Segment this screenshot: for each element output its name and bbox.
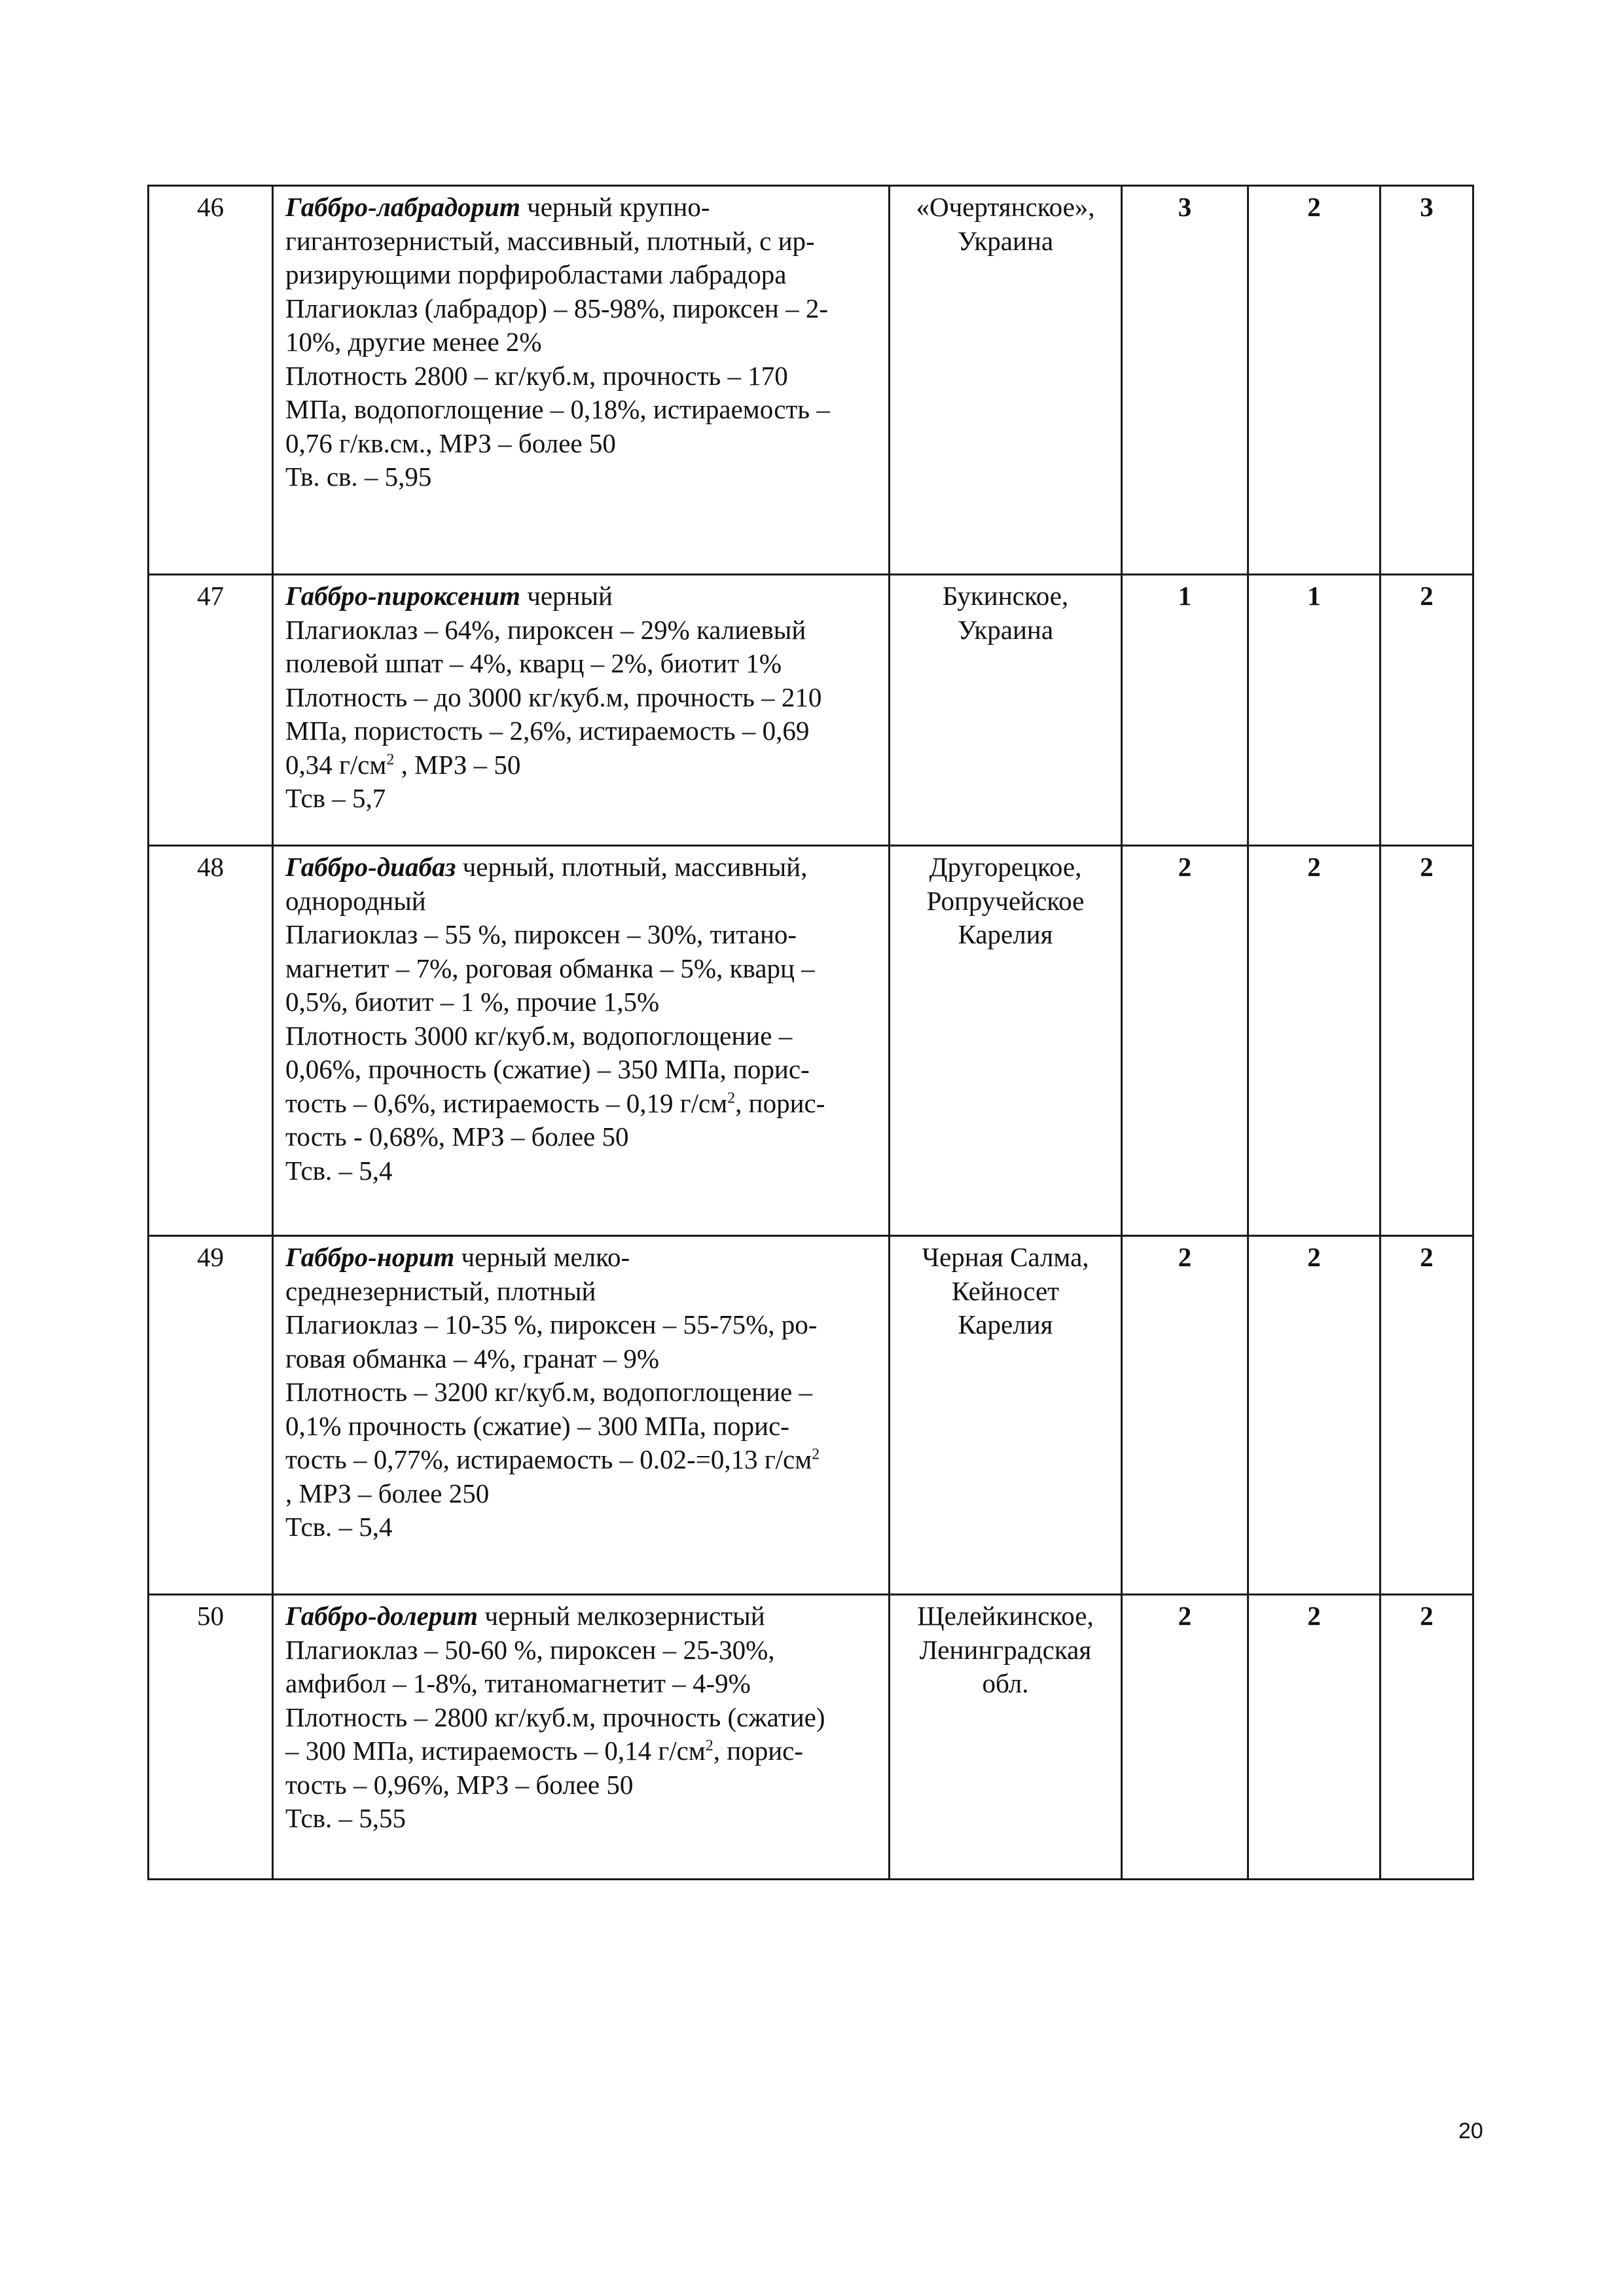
description-line: однородный <box>285 885 426 916</box>
rock-name: Габбро-лабрадорит <box>285 192 520 222</box>
description-line <box>285 850 882 884</box>
score-cell: 3 <box>1380 186 1473 575</box>
description-line: , МРЗ – более 250 <box>285 1478 490 1508</box>
row-number: 47 <box>149 575 273 846</box>
score-cell: 2 <box>1248 1595 1380 1880</box>
description-line: Тсв. – 5,55 <box>285 1803 406 1833</box>
description-line: магнетит – 7%, роговая обманка – 5%, кварц – <box>285 953 815 983</box>
score-cell: 2 <box>1248 1236 1380 1595</box>
superscript: 2 <box>812 1446 820 1463</box>
rock-description <box>273 1236 890 1595</box>
description-line: Тсв – 5,7 <box>285 783 386 813</box>
row-number: 46 <box>149 186 273 575</box>
location-line: Черная Салма, <box>922 1242 1089 1272</box>
description-line: Плагиоклаз – 55 %, пироксен – 30%, титано- <box>285 919 797 949</box>
location-line: Украина <box>957 614 1054 645</box>
superscript: 2 <box>727 1089 736 1106</box>
location-line: Карелия <box>958 919 1053 949</box>
description-text: – 300 МПа, истираемость – 0,14 г/см <box>285 1736 706 1766</box>
description-line: Тв. св. – 5,95 <box>285 462 432 492</box>
table-row <box>149 575 1473 846</box>
description-line: Плагиоклаз – 10-35 %, пироксен – 55-75%, ро- <box>285 1309 818 1339</box>
score-cell: 2 <box>1380 575 1473 846</box>
rock-description <box>273 846 890 1236</box>
description-text: , порис- <box>713 1736 804 1766</box>
description-text: , порис- <box>735 1087 825 1118</box>
description-line: тость – 0,96%, МРЗ – более 50 <box>285 1769 634 1800</box>
description-line: ризирующими порфиробластами лабрадора <box>285 259 787 289</box>
description-line: Плагиоклаз – 50-60 %, пироксен – 25-30%, <box>285 1634 775 1665</box>
table-row <box>149 1595 1473 1880</box>
description-line: Плагиоклаз – 64%, пироксен – 29% калиевый <box>285 614 806 645</box>
description-line: говая обманка – 4%, гранат – 9% <box>285 1343 659 1374</box>
description-text: черный крупно- <box>520 192 710 222</box>
rock-name: Габбро-пироксенит <box>285 581 520 611</box>
description-line: тость - 0,68%, МРЗ – более 50 <box>285 1121 629 1152</box>
score-cell: 2 <box>1248 186 1380 575</box>
deposit-location <box>890 575 1122 846</box>
description-line: Плагиоклаз (лабрадор) – 85-98%, пироксен – 2- <box>285 293 829 323</box>
description-text: 0,34 г/см <box>285 749 387 780</box>
deposit-location <box>890 846 1122 1236</box>
description-line: Плотность 3000 кг/куб.м, водопоглощение – <box>285 1020 793 1051</box>
description-line: Тсв. – 5,4 <box>285 1512 393 1542</box>
superscript: 2 <box>705 1737 713 1755</box>
score-cell: 1 <box>1248 575 1380 846</box>
description-line: 0,76 г/кв.см., МРЗ – более 50 <box>285 428 616 458</box>
location-line: Другорецкое, <box>929 852 1082 882</box>
location-line: Ленинградская <box>919 1634 1092 1665</box>
row-number: 48 <box>149 846 273 1236</box>
description-line: амфибол – 1-8%, титаномагнетит – 4-9% <box>285 1668 751 1698</box>
score-cell: 2 <box>1122 1595 1248 1880</box>
row-number: 50 <box>149 1595 273 1880</box>
table-row <box>149 846 1473 1236</box>
table-row <box>149 1236 1473 1595</box>
description-line: гигантозернистый, массивный, плотный, с ир- <box>285 225 815 256</box>
description-line: 0,1% прочность (сжатие) – 300 МПа, порис- <box>285 1410 789 1441</box>
location-line: Карелия <box>958 1309 1053 1339</box>
stone-table-body <box>149 186 1473 1880</box>
description-line: 0,5%, биотит – 1 %, прочие 1,5% <box>285 987 660 1017</box>
location-line: Кейносет <box>951 1275 1060 1306</box>
location-line: Ропручейское <box>926 885 1085 916</box>
score-cell: 2 <box>1380 846 1473 1236</box>
row-number: 49 <box>149 1236 273 1595</box>
description-line <box>285 1087 882 1121</box>
description-text: черный <box>520 581 613 611</box>
rock-description <box>273 186 890 575</box>
description-line <box>285 748 882 782</box>
rock-name: Габбро-норит <box>285 1242 455 1272</box>
location-line: обл. <box>982 1668 1029 1698</box>
stone-table <box>147 185 1474 1880</box>
score-cell: 2 <box>1380 1236 1473 1595</box>
description-line <box>285 1599 882 1633</box>
description-text: тость – 0,6%, истираемость – 0,19 г/см <box>285 1087 728 1118</box>
description-text: , МРЗ – 50 <box>394 749 521 780</box>
description-line <box>285 191 882 225</box>
location-line: Щелейкинское, <box>917 1601 1094 1631</box>
deposit-location <box>890 1595 1122 1880</box>
rock-description <box>273 575 890 846</box>
description-line: 0,06%, прочность (сжатие) – 350 МПа, порис- <box>285 1054 810 1084</box>
superscript: 2 <box>386 750 395 768</box>
score-cell: 3 <box>1122 186 1248 575</box>
description-line: Тсв. – 5,4 <box>285 1155 393 1186</box>
deposit-location <box>890 186 1122 575</box>
table-row <box>149 186 1473 575</box>
rock-name: Габбро-диабаз <box>285 852 456 882</box>
description-line: МПа, пористость – 2,6%, истираемость – 0,69 <box>285 716 810 746</box>
location-line: «Очертянское», <box>916 192 1095 222</box>
score-cell: 2 <box>1380 1595 1473 1880</box>
score-cell: 2 <box>1248 846 1380 1236</box>
description-line: Плотность – 3200 кг/куб.м, водопоглощение – <box>285 1377 812 1407</box>
description-line: среднезернистый, плотный <box>285 1275 596 1306</box>
description-line: 10%, другие менее 2% <box>285 327 542 357</box>
description-text: черный мелко- <box>454 1242 630 1272</box>
description-text: черный, плотный, массивный, <box>456 852 808 882</box>
score-cell: 2 <box>1122 846 1248 1236</box>
description-line: Плотность 2800 – кг/куб.м, прочность – 170 <box>285 360 788 391</box>
description-line <box>285 1443 882 1477</box>
rock-name: Габбро-долерит <box>285 1601 478 1631</box>
location-line: Букинское, <box>942 581 1069 611</box>
description-line <box>285 579 882 613</box>
score-cell: 2 <box>1122 1236 1248 1595</box>
description-line <box>285 1241 882 1275</box>
description-line: Плотность – 2800 кг/куб.м, прочность (сжатие) <box>285 1702 825 1732</box>
description-line: МПа, водопоглощение – 0,18%, истираемость – <box>285 394 830 424</box>
score-cell: 1 <box>1122 575 1248 846</box>
description-line: полевой шпат – 4%, кварц – 2%, биотит 1% <box>285 648 782 678</box>
rock-description <box>273 1595 890 1880</box>
page-number: 20 <box>1458 2119 1483 2143</box>
description-text: черный мелкозернистый <box>478 1601 765 1631</box>
location-line: Украина <box>957 225 1054 256</box>
description-line <box>285 1734 882 1768</box>
description-line: Плотность – до 3000 кг/куб.м, прочность – 210 <box>285 682 822 712</box>
description-text: тость – 0,77%, истираемость – 0.02-=0,13 г/см <box>285 1444 812 1474</box>
deposit-location <box>890 1236 1122 1595</box>
